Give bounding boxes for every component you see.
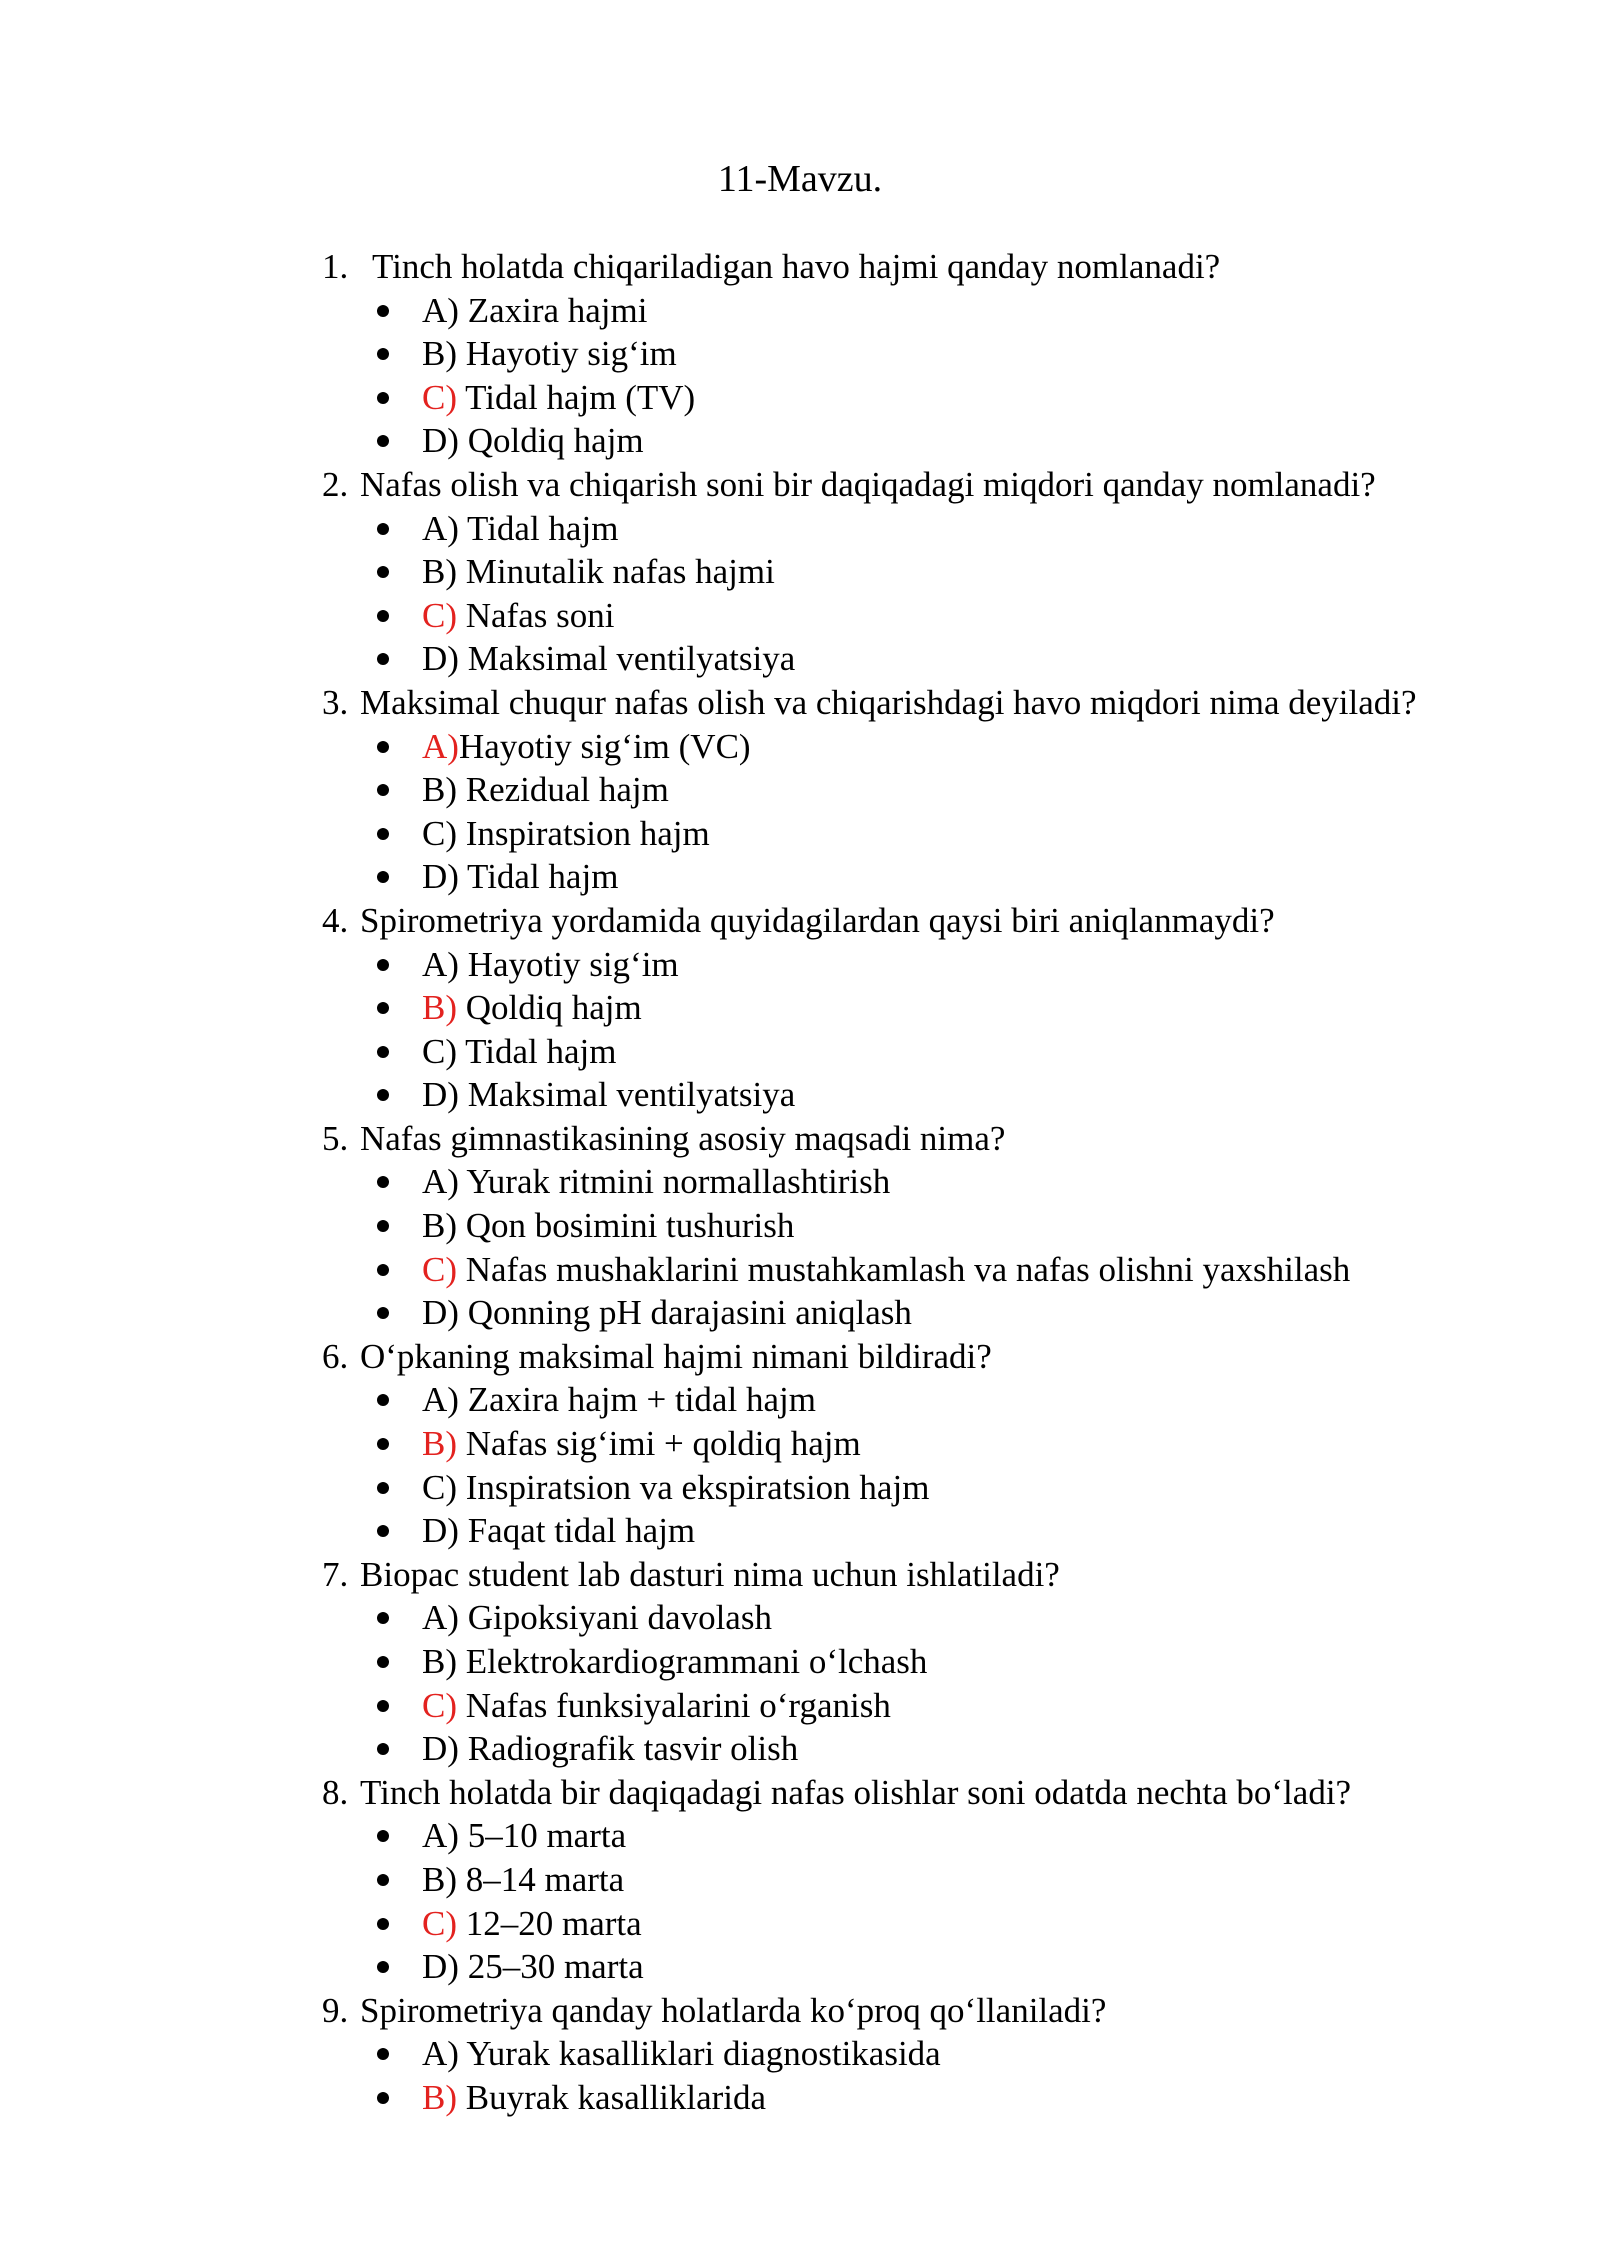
answer-option bbox=[322, 855, 1552, 899]
answer-option bbox=[322, 1596, 1552, 1640]
answer-text: Zaxira hajm + tidal hajm bbox=[458, 1380, 816, 1420]
question-2 bbox=[322, 463, 1552, 507]
question-text: O‘pkaning maksimal hajmi nimani bildiradi? bbox=[360, 1336, 992, 1376]
correct-answer-letter: B) bbox=[422, 988, 457, 1028]
bullet-icon bbox=[377, 1046, 389, 1058]
answer-letter: D) bbox=[422, 857, 459, 897]
question-1 bbox=[322, 245, 1552, 289]
bullet-icon bbox=[377, 1612, 389, 1624]
bullet-icon bbox=[377, 1961, 389, 1973]
answer-text: Tidal hajm bbox=[458, 508, 619, 548]
answer-letter: C) bbox=[422, 1467, 457, 1507]
bullet-icon bbox=[377, 348, 389, 360]
bullet-icon bbox=[377, 871, 389, 883]
bullet-icon bbox=[377, 1220, 389, 1232]
answer-letter: B) bbox=[422, 1859, 457, 1899]
answer-letter: C) bbox=[422, 1031, 457, 1071]
question-text: Spirometriya qanday holatlarda ko‘proq qo‘llaniladi? bbox=[360, 1990, 1107, 2030]
bullet-icon bbox=[377, 1525, 389, 1537]
answer-letter: B) bbox=[422, 334, 457, 374]
answer-option bbox=[322, 1073, 1552, 1117]
answer-option bbox=[322, 986, 1552, 1030]
answer-text: Zaxira hajmi bbox=[458, 290, 648, 330]
answer-text: Maksimal ventilyatsiya bbox=[458, 639, 796, 679]
bullet-icon bbox=[377, 2048, 389, 2060]
answer-letter: B) bbox=[422, 1206, 457, 1246]
bullet-icon bbox=[377, 1918, 389, 1930]
question-7 bbox=[322, 1553, 1552, 1597]
answer-option bbox=[322, 1640, 1552, 1684]
answer-letter: D) bbox=[422, 1511, 459, 1551]
answer-text: Inspiratsion hajm bbox=[457, 813, 710, 853]
answer-text: Nafas soni bbox=[457, 595, 615, 635]
answer-option bbox=[322, 376, 1552, 420]
question-number: 3. bbox=[322, 682, 349, 722]
answer-letter: D) bbox=[422, 639, 459, 679]
answer-letter: D) bbox=[422, 1075, 459, 1115]
answer-option bbox=[322, 1422, 1552, 1466]
question-9 bbox=[322, 1989, 1552, 2033]
answer-option bbox=[322, 1945, 1552, 1989]
answer-option bbox=[322, 1902, 1552, 1946]
answer-option bbox=[322, 550, 1552, 594]
answer-option bbox=[322, 1160, 1552, 1204]
answer-text: Minutalik nafas hajmi bbox=[457, 552, 775, 592]
answer-option bbox=[322, 1030, 1552, 1074]
answer-option bbox=[322, 1684, 1552, 1728]
correct-answer-letter: A) bbox=[422, 726, 459, 766]
answer-letter: A) bbox=[422, 1380, 459, 1420]
answer-option bbox=[322, 594, 1552, 638]
answer-text: Inspiratsion va ekspiratsion hajm bbox=[457, 1467, 930, 1507]
answer-option bbox=[322, 419, 1552, 463]
answer-text: Qon bosimini tushurish bbox=[457, 1206, 795, 1246]
correct-answer-letter: B) bbox=[422, 1424, 457, 1464]
bullet-icon bbox=[377, 610, 389, 622]
answer-option bbox=[322, 2032, 1552, 2076]
answer-letter: A) bbox=[422, 1816, 459, 1856]
answer-text: Qoldiq hajm bbox=[457, 988, 642, 1028]
question-number: 6. bbox=[322, 1336, 349, 1376]
question-4 bbox=[322, 899, 1552, 943]
answer-option bbox=[322, 943, 1552, 987]
question-number: 2. bbox=[322, 464, 349, 504]
answer-text: Rezidual hajm bbox=[457, 770, 669, 810]
answer-text: 5–10 marta bbox=[458, 1816, 627, 1856]
answer-letter: B) bbox=[422, 770, 457, 810]
bullet-icon bbox=[377, 1307, 389, 1319]
answer-text: Gipoksiyani davolash bbox=[458, 1598, 772, 1638]
question-3 bbox=[322, 681, 1552, 725]
question-text: Tinch holatda chiqariladigan havo hajmi qanday nomlanadi? bbox=[372, 247, 1221, 286]
answer-letter: D) bbox=[422, 421, 459, 461]
answer-letter: A) bbox=[422, 1598, 459, 1638]
question-number: 5. bbox=[322, 1118, 349, 1158]
answer-text: Qoldiq hajm bbox=[458, 421, 644, 461]
answer-option bbox=[322, 812, 1552, 856]
answer-text: Nafas sig‘imi + qoldiq hajm bbox=[457, 1424, 861, 1464]
quiz-list bbox=[322, 245, 1552, 2120]
bullet-icon bbox=[377, 1002, 389, 1014]
correct-answer-letter: C) bbox=[422, 377, 457, 417]
correct-answer-letter: C) bbox=[422, 1249, 457, 1289]
answer-text: 12–20 marta bbox=[457, 1903, 642, 1943]
answer-text: Hayotiy sig‘im (VC) bbox=[458, 726, 751, 766]
bullet-icon bbox=[377, 1438, 389, 1450]
bullet-icon bbox=[377, 1176, 389, 1188]
answer-option bbox=[322, 1466, 1552, 1510]
answer-text: 25–30 marta bbox=[458, 1947, 644, 1987]
bullet-icon bbox=[377, 741, 389, 753]
answer-option bbox=[322, 1814, 1552, 1858]
answer-letter: A) bbox=[422, 2034, 459, 2074]
question-text: Maksimal chuqur nafas olish va chiqarishdagi havo miqdori nima deyiladi? bbox=[360, 682, 1417, 722]
bullet-icon bbox=[377, 2092, 389, 2104]
question-number: 7. bbox=[322, 1554, 349, 1594]
bullet-icon bbox=[377, 1482, 389, 1494]
bullet-icon bbox=[377, 1700, 389, 1712]
answer-option bbox=[322, 1727, 1552, 1771]
question-text: Spirometriya yordamida quyidagilardan qaysi biri aniqlanmaydi? bbox=[360, 900, 1275, 940]
answer-text: Elektrokardiogrammani o‘lchash bbox=[457, 1642, 928, 1681]
question-number: 1. bbox=[322, 247, 349, 286]
question-text: Nafas gimnastikasining asosiy maqsadi nima? bbox=[360, 1118, 1006, 1158]
answer-letter: A) bbox=[422, 290, 459, 330]
correct-answer-letter: B) bbox=[422, 2077, 457, 2117]
bullet-icon bbox=[377, 566, 389, 578]
answer-text: Hayotiy sig‘im bbox=[458, 944, 679, 984]
answer-text: Nafas funksiyalarini o‘rganish bbox=[457, 1685, 891, 1725]
answer-letter: A) bbox=[422, 944, 459, 984]
question-text: Biopac student lab dasturi nima uchun ishlatiladi? bbox=[360, 1554, 1060, 1594]
answer-letter: D) bbox=[422, 1729, 459, 1769]
answer-option bbox=[322, 507, 1552, 551]
question-number: 9. bbox=[322, 1990, 349, 2030]
answer-text: Buyrak kasalliklarida bbox=[457, 2077, 767, 2117]
correct-answer-letter: C) bbox=[422, 1685, 457, 1725]
bullet-icon bbox=[377, 523, 389, 535]
question-5 bbox=[322, 1117, 1552, 1161]
question-text: Tinch holatda bir daqiqadagi nafas olishlar soni odatda nechta bo‘ladi? bbox=[360, 1772, 1352, 1812]
answer-letter: A) bbox=[422, 1162, 459, 1202]
answer-option bbox=[322, 1291, 1552, 1335]
answer-text: Yurak kasalliklari diagnostikasida bbox=[458, 2034, 941, 2074]
bullet-icon bbox=[377, 828, 389, 840]
answer-letter: A) bbox=[422, 508, 459, 548]
correct-answer-letter: C) bbox=[422, 595, 457, 635]
answer-option bbox=[322, 289, 1552, 333]
answer-option bbox=[322, 637, 1552, 681]
answer-text: Maksimal ventilyatsiya bbox=[458, 1075, 796, 1115]
answer-option bbox=[322, 1248, 1552, 1292]
bullet-icon bbox=[377, 1830, 389, 1842]
bullet-icon bbox=[377, 1874, 389, 1886]
answer-letter: D) bbox=[422, 1947, 459, 1987]
bullet-icon bbox=[377, 435, 389, 447]
question-8 bbox=[322, 1771, 1552, 1815]
answer-text: Hayotiy sig‘im bbox=[457, 334, 677, 374]
question-6 bbox=[322, 1335, 1552, 1379]
answer-text: Tidal hajm bbox=[457, 1031, 617, 1071]
answer-letter: B) bbox=[422, 1642, 457, 1681]
bullet-icon bbox=[377, 1656, 389, 1668]
answer-option bbox=[322, 768, 1552, 812]
answer-letter: D) bbox=[422, 1293, 459, 1333]
bullet-icon bbox=[377, 653, 389, 665]
bullet-icon bbox=[377, 1394, 389, 1406]
answer-text: Tidal hajm bbox=[458, 857, 619, 897]
answer-option bbox=[322, 1858, 1552, 1902]
answer-text: 8–14 marta bbox=[457, 1859, 625, 1899]
answer-option bbox=[322, 332, 1552, 376]
answer-option bbox=[322, 1378, 1552, 1422]
correct-answer-letter: C) bbox=[422, 1903, 457, 1943]
answer-text: Faqat tidal hajm bbox=[458, 1511, 696, 1551]
answer-option bbox=[322, 1509, 1552, 1553]
answer-letter: C) bbox=[422, 813, 457, 853]
bullet-icon bbox=[377, 392, 389, 404]
answer-text: Radiografik tasvir olish bbox=[458, 1729, 799, 1769]
answer-letter: B) bbox=[422, 552, 457, 592]
bullet-icon bbox=[377, 1743, 389, 1755]
bullet-icon bbox=[377, 1264, 389, 1276]
answer-text: Tidal hajm (TV) bbox=[457, 377, 696, 417]
bullet-icon bbox=[377, 784, 389, 796]
answer-text: Yurak ritmini normallashtirish bbox=[458, 1162, 891, 1202]
question-number: 4. bbox=[322, 900, 349, 940]
bullet-icon bbox=[377, 1089, 389, 1101]
answer-text: Nafas mushaklarini mustahkamlash va nafas olishni yaxshilash bbox=[457, 1249, 1351, 1289]
question-text: Nafas olish va chiqarish soni bir daqiqadagi miqdori qanday nomlanadi? bbox=[360, 464, 1376, 504]
bullet-icon bbox=[377, 305, 389, 317]
answer-option bbox=[322, 2076, 1552, 2120]
answer-option bbox=[322, 725, 1552, 769]
question-number: 8. bbox=[322, 1772, 349, 1812]
answer-text: Qonning pH darajasini aniqlash bbox=[458, 1293, 912, 1333]
page-title: 11-Mavzu. bbox=[717, 158, 883, 200]
answer-option bbox=[322, 1204, 1552, 1248]
bullet-icon bbox=[377, 959, 389, 971]
